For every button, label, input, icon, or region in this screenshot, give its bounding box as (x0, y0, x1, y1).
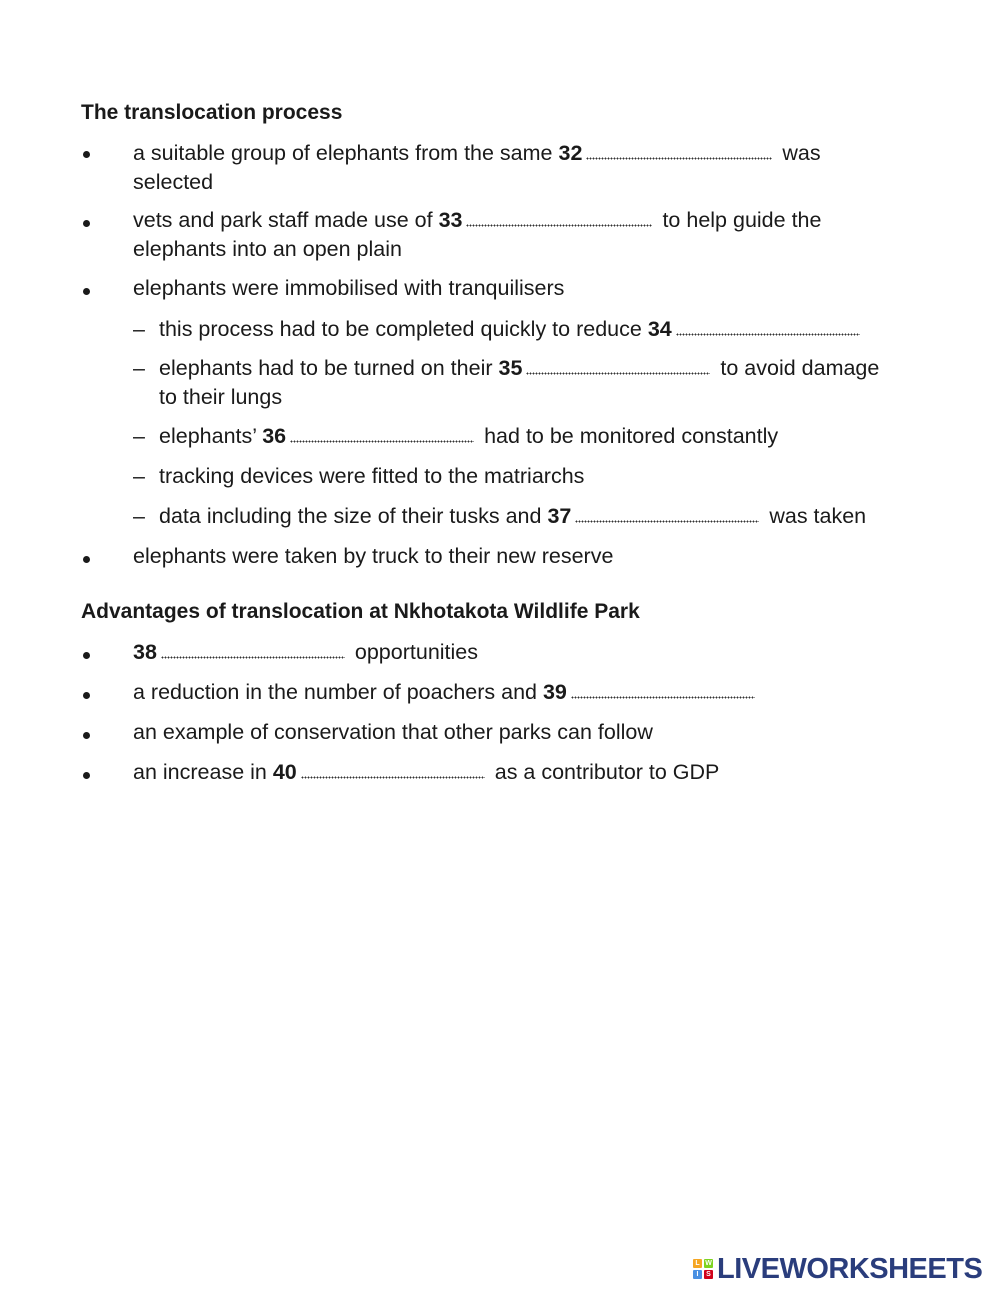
item-text: elephants were taken by truck to their new reserve (133, 544, 614, 568)
logo-mark-tile: I (693, 1270, 702, 1279)
answer-blank-34[interactable] (676, 332, 860, 336)
item-text: elephants were immobilised with tranquilisers (133, 276, 565, 300)
sub-list-item (159, 422, 778, 451)
item-text: a suitable group of elephants from the same (133, 141, 559, 165)
item-text: as a contributor to GDP (488, 760, 720, 784)
answer-blank-35[interactable] (526, 371, 710, 375)
list-item (133, 206, 821, 264)
question-number: 40 (272, 760, 297, 784)
bullet-icon (83, 692, 90, 699)
sub-list-item (159, 462, 584, 491)
dash-icon: – (133, 317, 145, 341)
item-text: opportunities (348, 640, 479, 664)
item-text: an increase in (133, 760, 273, 784)
bullet-icon (83, 772, 90, 779)
item-text: to their lungs (159, 385, 283, 409)
list-item (133, 274, 564, 303)
list-item (133, 758, 719, 787)
question-number: 33 (438, 208, 463, 232)
answer-blank-37[interactable] (575, 519, 759, 523)
answer-blank-38[interactable] (161, 655, 345, 659)
question-number: 34 (647, 317, 672, 341)
bullet-icon (83, 288, 90, 295)
question-number: 39 (542, 680, 567, 704)
item-text: tracking devices were fitted to the matriarchs (159, 464, 585, 488)
section-heading-advantages: Advantages of translocation at Nkhotakota Wildlife Park (81, 600, 640, 623)
list-item (133, 638, 478, 667)
dash-icon: – (133, 424, 145, 448)
bullet-icon (83, 652, 90, 659)
item-text: this process had to be completed quickly to reduce (159, 317, 648, 341)
question-number: 37 (547, 504, 572, 528)
answer-blank-33[interactable] (466, 223, 652, 227)
item-text: was (776, 141, 821, 165)
question-number: 38 (133, 640, 157, 664)
item-text: a reduction in the number of poachers and (133, 680, 543, 704)
bullet-icon (83, 220, 90, 227)
item-text: elephants into an open plain (133, 237, 402, 261)
answer-blank-36[interactable] (290, 439, 474, 443)
sub-list-item (159, 315, 864, 344)
answer-blank-39[interactable] (571, 695, 755, 699)
item-text: elephants had to be turned on their (159, 356, 499, 380)
question-number: 35 (498, 356, 523, 380)
bullet-icon (83, 151, 90, 158)
item-text: data including the size of their tusks and (159, 504, 548, 528)
list-item (133, 718, 653, 747)
question-number: 36 (262, 424, 287, 448)
answer-blank-40[interactable] (301, 775, 485, 779)
list-item (133, 678, 759, 707)
item-text: was taken (763, 504, 867, 528)
item-text: had to be monitored constantly (478, 424, 779, 448)
sub-list-item (159, 354, 879, 412)
bullet-icon (83, 556, 90, 563)
logo-mark-icon (693, 1259, 713, 1279)
item-text: to avoid damage (714, 356, 880, 380)
item-text: selected (133, 170, 214, 194)
item-text: elephants’ (159, 424, 263, 448)
list-item (133, 542, 613, 571)
section-heading-translocation-process: The translocation process (81, 101, 343, 124)
sub-list-item (159, 502, 866, 531)
liveworksheets-logo[interactable] (693, 1254, 982, 1284)
dash-icon: – (133, 356, 145, 380)
item-text: an example of conservation that other parks can follow (133, 720, 653, 744)
answer-blank-32[interactable] (586, 156, 772, 160)
logo-mark-tile: S (704, 1270, 713, 1279)
item-text: to help guide the (656, 208, 822, 232)
bullet-icon (83, 732, 90, 739)
item-text: vets and park staff made use of (133, 208, 439, 232)
question-number: 32 (558, 141, 583, 165)
dash-icon: – (133, 464, 145, 488)
logo-mark-tile: W (705, 1260, 712, 1267)
list-item (133, 139, 821, 197)
dash-icon: – (133, 504, 145, 528)
logo-text: LIVEWORKSHEETS (717, 1252, 983, 1285)
logo-mark-tile: L (693, 1259, 702, 1268)
